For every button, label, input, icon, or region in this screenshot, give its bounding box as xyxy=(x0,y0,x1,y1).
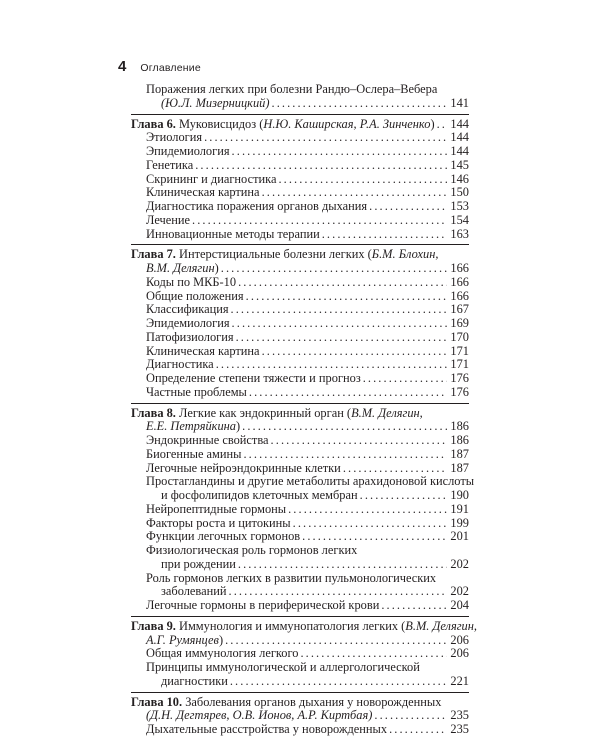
toc-entry: Скрининг и диагностика . . . 146 xyxy=(131,173,469,187)
header-title: Оглавление xyxy=(140,62,201,74)
toc-entry: и фосфолипидов клеточных мембран . . . 190 xyxy=(131,489,469,503)
toc-entry: Коды по МКБ-10 . . . 166 xyxy=(131,276,469,290)
toc-entry: Факторы роста и цитокины . . . 199 xyxy=(131,517,469,531)
toc-entry: Генетика . . . 145 xyxy=(131,159,469,173)
page-number: 4 xyxy=(118,58,127,75)
toc-entry: Общая иммунология легкого . . . 206 xyxy=(131,647,469,661)
chapter-heading: Глава 7. Интерстициальные болезни легких ( Б.М. Блохин, xyxy=(131,247,439,262)
toc-entry: Диагностика поражения органов дыхания . . . 153 xyxy=(131,200,469,214)
toc-entry: (Ю.Л. Мизерницкий) . . . 141 xyxy=(131,97,469,111)
toc-entry: Функции легочных гормонов . . . 201 xyxy=(131,530,469,544)
chapter-heading-cont: В.М. Делягин ) . . . 166 xyxy=(131,262,469,276)
toc-entry: Физиологическая роль гормонов легких xyxy=(146,543,358,557)
toc-entry: Этиология . . . 144 xyxy=(131,131,469,145)
toc-entry: Частные проблемы . . . 176 xyxy=(131,386,469,400)
toc-entry: Классификация . . . 167 xyxy=(131,303,469,317)
toc-entry: Принципы иммунологической и аллергологической xyxy=(146,660,420,674)
chapter-heading: Глава 6. Муковисцидоз ( Н.Ю. Каширская, Р.А. Зинченко ) . . . 144 xyxy=(131,118,469,132)
chapter-divider xyxy=(131,403,469,404)
toc-entry: Эпидемиология . . . 169 xyxy=(131,317,469,331)
toc-entry: Биогенные амины . . . 187 xyxy=(131,448,469,462)
table-of-contents xyxy=(131,82,477,737)
toc-entry: диагностики . . . 221 xyxy=(131,675,469,689)
toc-entry: Патофизиология . . . 170 xyxy=(131,331,469,345)
chapter-heading: Глава 10. Заболевания органов дыхания у новорожденных xyxy=(131,694,442,709)
toc-entry: Легочные гормоны в периферической крови . . . 204 xyxy=(131,599,469,613)
chapter-heading: Глава 9. Иммунология и иммунопатология легких ( В.М. Делягин, xyxy=(131,618,477,633)
toc-entry: Простагландины и другие метаболиты арахидоновой кислоты xyxy=(146,474,475,489)
chapter-heading-cont: А.Г. Румянцев ) . . . 206 xyxy=(131,634,469,648)
toc-entry: Поражения легких при болезни Рандю–Ослера–Вебера xyxy=(146,82,438,96)
chapter-divider xyxy=(131,114,469,115)
chapter-divider xyxy=(131,616,469,617)
running-header xyxy=(118,58,201,75)
toc-entry: Клиническая картина . . . 171 xyxy=(131,345,469,359)
toc-entry: заболеваний . . . 202 xyxy=(131,585,469,599)
toc-entry: Диагностика . . . 171 xyxy=(131,358,469,372)
toc-entry: Общие положения . . . 166 xyxy=(131,290,469,304)
toc-entry: Инновационные методы терапии . . . 163 xyxy=(131,228,469,242)
toc-entry: Роль гормонов легких в развитии пульмонологических xyxy=(146,570,437,585)
toc-entry: при рождении . . . 202 xyxy=(131,558,469,572)
chapter-heading-cont: (Д.Н. Дегтярев, О.В. Ионов, А.Р. Киртбая) . . . 235 xyxy=(131,709,469,723)
toc-entry: Эпидемиология . . . 144 xyxy=(131,145,469,159)
chapter-heading-cont: Е.Е. Петряйкина ) . . . 186 xyxy=(131,420,469,434)
toc-entry: Клиническая картина . . . 150 xyxy=(131,186,469,200)
chapter-divider xyxy=(131,244,469,245)
toc-entry: Нейропептидные гормоны . . . 191 xyxy=(131,503,469,517)
chapter-heading: Глава 8. Легкие как эндокринный орган ( В.М. Делягин, xyxy=(131,405,423,420)
toc-entry: Лечение . . . 154 xyxy=(131,214,469,228)
toc-entry: Эндокринные свойства . . . 186 xyxy=(131,434,469,448)
toc-entry: Дыхательные расстройства у новорожденных . . . 235 xyxy=(131,723,469,737)
chapter-divider xyxy=(131,692,469,693)
toc-entry: Легочные нейроэндокринные клетки . . . 187 xyxy=(131,462,469,476)
toc-entry: Определение степени тяжести и прогноз . . . 176 xyxy=(131,372,469,386)
